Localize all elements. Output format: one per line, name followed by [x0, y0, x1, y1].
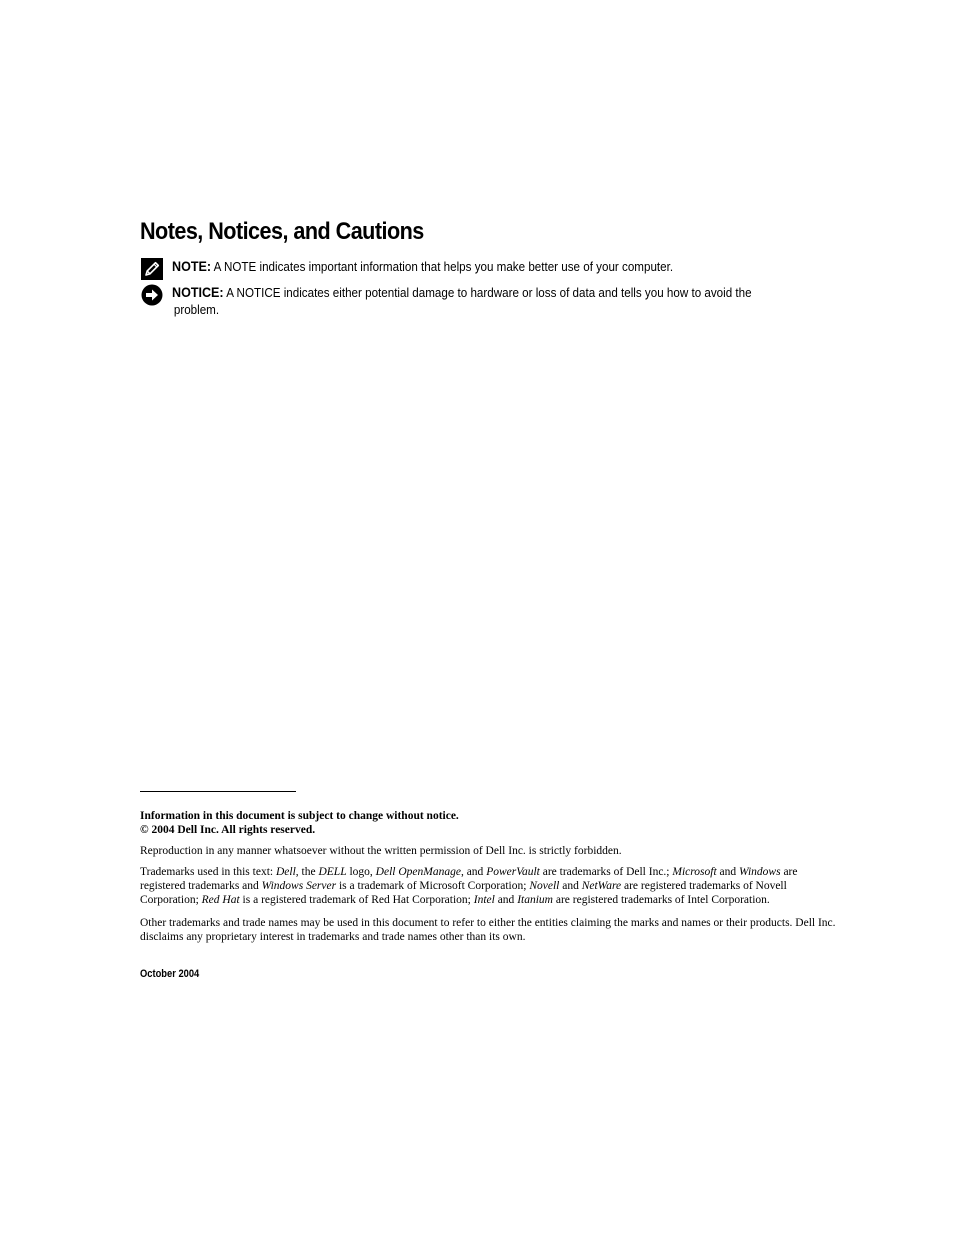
tm-itanium: Itanium — [517, 894, 553, 906]
tm-intel: Intel — [473, 894, 495, 906]
pencil-icon — [141, 258, 163, 280]
tm-novell: Novell — [529, 880, 560, 892]
note-block — [141, 258, 841, 280]
tm-powervault: PowerVault — [486, 866, 540, 878]
copyright-text: © 2004 Dell Inc. All rights reserved. — [140, 824, 316, 836]
notice-block — [141, 284, 841, 324]
tm-text: and — [716, 866, 740, 878]
tm-dell-caps: DELL — [318, 866, 347, 878]
tm-redhat: Red Hat — [201, 894, 240, 906]
tm-text: , the — [295, 866, 319, 878]
change-notice — [140, 809, 842, 837]
tm-windows-server: Windows Server — [261, 880, 337, 892]
tm-openmanage: Dell OpenManage — [375, 866, 461, 878]
tm-text: and — [559, 880, 582, 892]
tm-text: is a trademark of Microsoft Corporation; — [336, 880, 530, 892]
tm-netware: NetWare — [581, 880, 622, 892]
tm-text: are trademarks of Dell Inc.; — [539, 866, 673, 878]
tm-text: is a registered trademark of Red Hat Corporation; — [239, 894, 474, 906]
tm-text: are registered trademarks and — [140, 866, 798, 892]
note-text: A NOTE indicates important information that helps you make better use of your computer. — [211, 260, 674, 274]
change-notice-text: Information in this document is subject to change without notice. — [140, 810, 459, 822]
tm-text: and — [494, 894, 518, 906]
tm-windows: Windows — [739, 866, 781, 878]
notice-text-continued: problem. — [173, 303, 220, 317]
publication-date: October 2004 — [140, 968, 200, 980]
tm-text: , and — [460, 866, 487, 878]
tm-dell: Dell — [275, 866, 296, 878]
page-title: Notes, Notices, and Cautions — [140, 218, 424, 245]
tm-microsoft: Microsoft — [672, 866, 717, 878]
tm-text: Trademarks used in this text: — [140, 866, 276, 878]
arrow-circle-icon — [141, 284, 163, 306]
other-trademarks-notice: Other trademarks and trade names may be used in this document to refer to either the entities claiming the marks and names or their products. Dell Inc. disclaims any proprietary interest in trademarks and trade names other than its own. — [140, 917, 836, 943]
tm-text: are registered trademarks of Novell Corporation; — [140, 880, 787, 906]
footnote-rule — [140, 791, 296, 792]
tm-text: are registered trademarks of Intel Corporation. — [552, 894, 770, 906]
reproduction-notice: Reproduction in any manner whatsoever without the written permission of Dell Inc. is strictly forbidden. — [140, 845, 622, 857]
notice-text: A NOTICE indicates either potential damage to hardware or loss of data and tells you how to avoid the — [223, 286, 752, 300]
note-label: NOTE: — [172, 259, 212, 274]
trademarks-paragraph — [140, 865, 842, 907]
tm-text: logo, — [346, 866, 376, 878]
notice-label: NOTICE: — [172, 285, 224, 300]
